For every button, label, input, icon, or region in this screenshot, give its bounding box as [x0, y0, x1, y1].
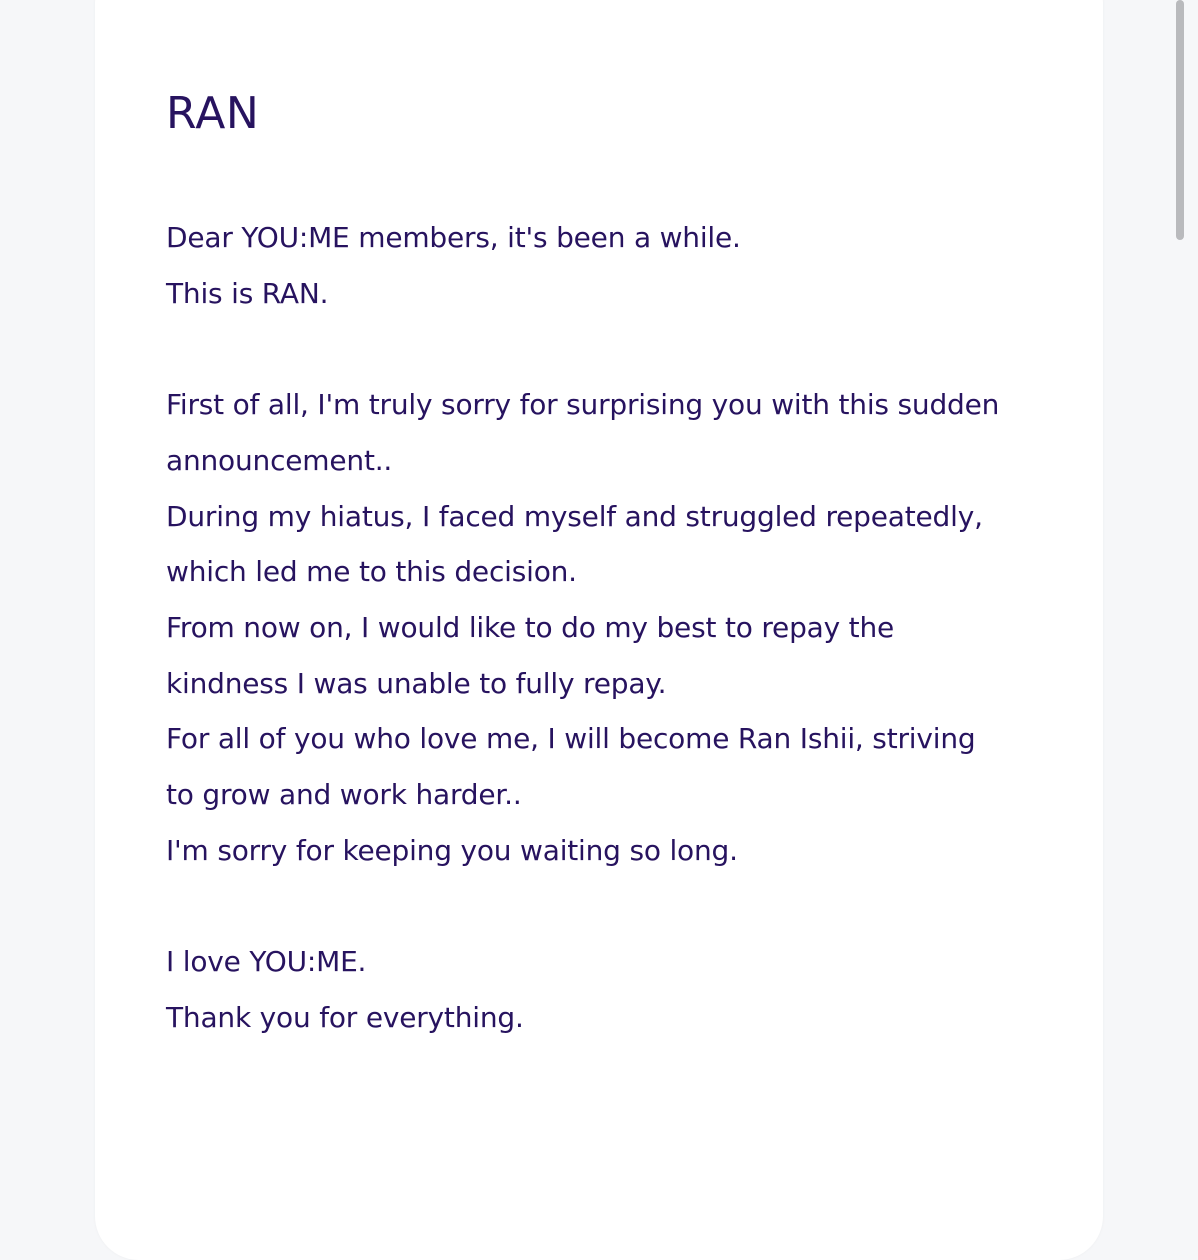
- paragraph-gap: [166, 878, 1046, 934]
- message-line: which led me to this decision.: [166, 555, 577, 589]
- message-line: From now on, I would like to do my best to repay the: [166, 610, 895, 644]
- scrollbar[interactable]: [1180, 0, 1192, 1200]
- message-line: This is RAN.: [166, 276, 329, 310]
- message-line: I love YOU:ME.: [166, 945, 367, 979]
- message-line: Dear YOU:ME members, it's been a while.: [166, 221, 741, 254]
- scrollbar-thumb[interactable]: [1176, 0, 1184, 240]
- message-line: First of all, I'm truly sorry for surprising you with this sudden: [166, 388, 1000, 422]
- message-line: During my hiatus, I faced myself and struggled repeatedly,: [166, 499, 983, 533]
- message-line: For all of you who love me, I will become Ran Ishii, striving: [166, 722, 976, 756]
- post-title: RAN: [166, 88, 260, 139]
- paragraph-gap: [166, 321, 1046, 377]
- message-line: announcement..: [166, 443, 393, 477]
- message-line: to grow and work harder..: [166, 778, 522, 812]
- message-body: [166, 210, 1046, 1046]
- message-line: Thank you for everything.: [166, 1000, 524, 1034]
- message-line: I'm sorry for keeping you waiting so long.: [166, 833, 738, 867]
- message-line: kindness I was unable to fully repay.: [166, 666, 667, 700]
